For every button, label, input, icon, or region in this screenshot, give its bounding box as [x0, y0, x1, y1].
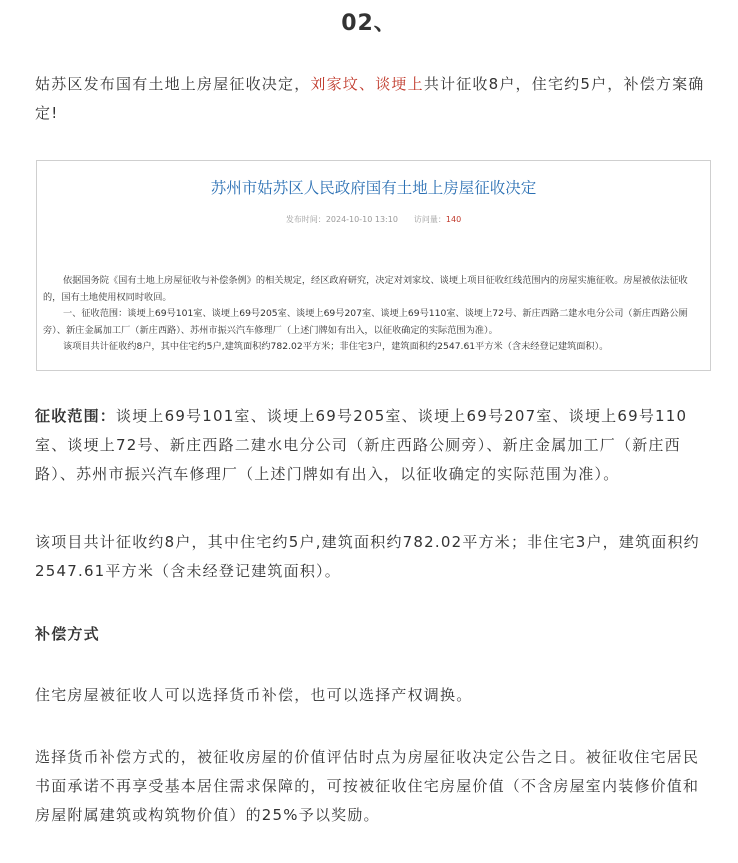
- views-count: 140: [445, 215, 462, 224]
- scope-label: 征收范围：: [35, 407, 117, 425]
- published-time: 2024-10-10 13:10: [325, 215, 398, 224]
- published-label: 发布时间：: [285, 215, 326, 224]
- intro-highlight-location: 刘家坟、谈埂上: [310, 75, 424, 93]
- notice-screenshot-card: [36, 160, 711, 371]
- intro-suffix: 共计征收8户，住宅约5户，补偿方案确定!: [35, 75, 705, 122]
- summary-paragraph: 该项目共计征收约8户，其中住宅约5户,建筑面积约782.02平方米；非住宅3户，建筑面积约2547.61平方米（含未经登记建筑面积）。: [35, 533, 700, 580]
- notice-paragraph-2: 一、征收范围：谈埂上69号101室、谈埂上69号205室、谈埂上69号207室、谈埂上69号110室、谈埂上72号、新庄西路二建水电分公司（新庄西路公厕旁）、新庄金属加工厂（新庄西路）、苏州市振兴汽车修理厂（上述门牌如有出入，以征收确定的实际范围为准）。: [43, 308, 688, 336]
- compensation-heading: 补偿方式: [35, 625, 100, 643]
- compensation-paragraph-1: 住宅房屋被征收人可以选择货币补偿，也可以选择产权调换。: [35, 686, 473, 704]
- notice-title: 苏州市姑苏区人民政府国有土地上房屋征收决定: [210, 179, 537, 197]
- intro-prefix: 姑苏区发布国有土地上房屋征收决定，: [35, 75, 311, 93]
- views-label: 访问量：: [413, 215, 446, 224]
- compensation-paragraph-2: 选择货币补偿方式的，被征收房屋的价值评估时点为房屋征收决定公告之日。被征收住宅居民书面承诺不再享受基本居住需求保障的，可按被征收住宅房屋价值（不含房屋室内装修价值和房屋附属建筑或构筑物价值）的25%予以奖励。: [35, 748, 700, 824]
- intro-paragraph: [35, 70, 711, 128]
- notice-paragraph-1: 依据国务院《国有土地上房屋征收与补偿条例》的相关规定，经区政府研究，决定对刘家坟、谈埂上项目征收红线范围内的房屋实施征收。房屋被依法征收的，国有土地使用权同时收回。: [43, 275, 688, 303]
- scope-text: 谈埂上69号101室、谈埂上69号205室、谈埂上69号207室、谈埂上69号110室、谈埂上72号、新庄西路二建水电分公司（新庄西路公厕旁）、新庄金属加工厂（新庄西路）、苏州市振兴汽车修理厂（上述门牌如有出入，以征收确定的实际范围为准）。: [35, 407, 688, 483]
- notice-body: [43, 273, 703, 356]
- scope-paragraph: [35, 402, 711, 489]
- notice-meta: [37, 214, 710, 225]
- section-number: 02、: [341, 11, 397, 36]
- notice-paragraph-3: 该项目共计征收约8户，其中住宅约5户,建筑面积约782.02平方米；非住宅3户，建筑面积约2547.61平方米（含未经登记建筑面积）。: [63, 341, 609, 352]
